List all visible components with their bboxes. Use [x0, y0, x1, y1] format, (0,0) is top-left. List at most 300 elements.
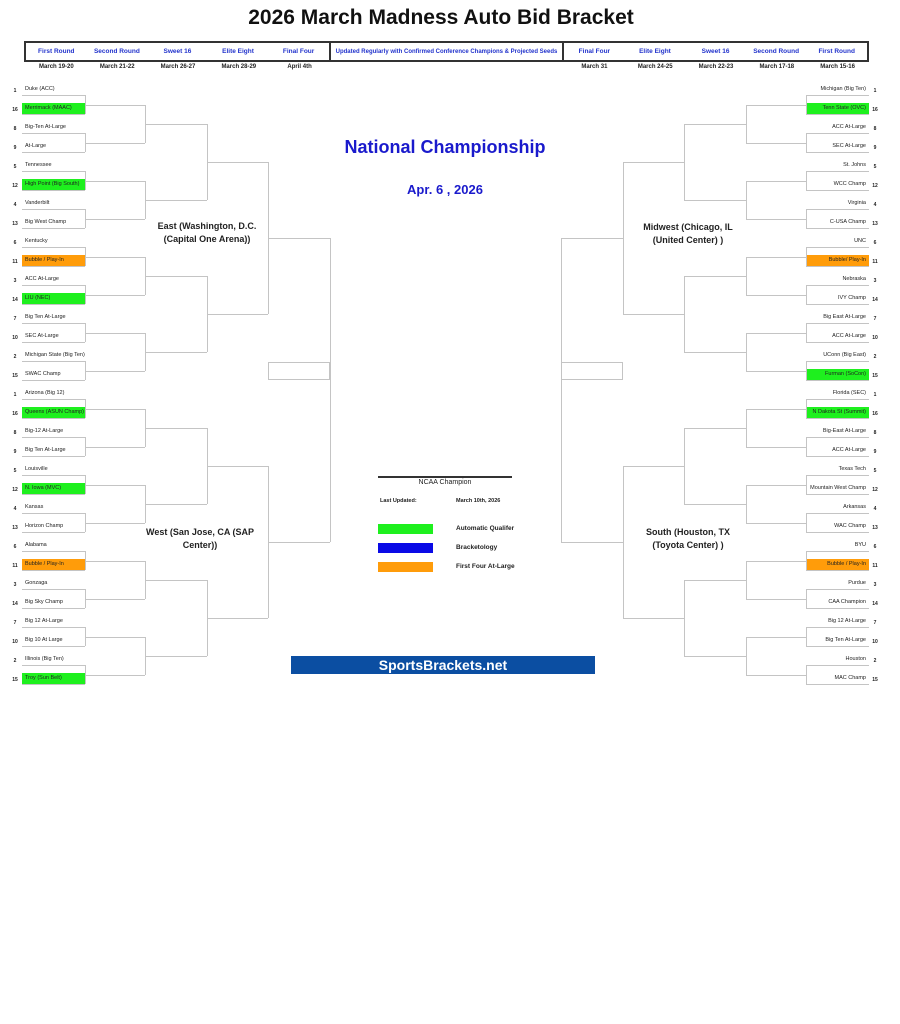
team-slot[interactable]: Big-Ten At-Large	[25, 124, 66, 130]
bracket-line	[746, 637, 806, 638]
seed-number: 1	[873, 392, 877, 398]
team-slot-line	[806, 247, 869, 248]
bracket-line	[806, 95, 807, 114]
team-slot[interactable]: ACC At-Large	[832, 447, 866, 453]
round-date: March 31	[581, 64, 608, 70]
seed-number: 6	[873, 240, 877, 246]
bracket-line	[746, 485, 747, 523]
team-slot[interactable]: Gonzaga	[25, 580, 48, 586]
seed-number: 15	[12, 677, 18, 683]
header-right-round: Second Round	[753, 48, 800, 55]
bracket-line	[207, 466, 268, 467]
seed-number: 2	[13, 354, 17, 360]
bracket-line	[85, 561, 145, 562]
bracket-line	[145, 504, 207, 505]
bracket-line	[806, 171, 807, 190]
region-label-east	[137, 220, 277, 246]
region-venue: (Toyota Center) )	[652, 540, 724, 550]
team-slot-line	[806, 361, 869, 362]
region-venue: (United Center) )	[652, 235, 724, 245]
bracket-line	[623, 618, 684, 619]
team-slot-line	[22, 171, 85, 172]
seed-number: 15	[872, 677, 878, 683]
bracket-line	[684, 352, 746, 353]
round-date: March 21-22	[99, 64, 135, 70]
bracket-line	[806, 665, 807, 684]
team-slot[interactable]: Alabama	[25, 542, 47, 548]
bracket-line	[684, 124, 746, 125]
team-slot[interactable]: Texas Tech	[838, 466, 866, 472]
round-date: March 19-20	[39, 64, 74, 70]
bracket-line	[806, 285, 807, 304]
champion-slot[interactable]	[378, 476, 512, 478]
seed-number: 12	[12, 487, 18, 493]
seed-number: 7	[13, 316, 17, 322]
bracket-line	[746, 675, 806, 676]
team-slot[interactable]: LIU (NEC)	[22, 293, 85, 304]
team-slot-line	[22, 551, 85, 552]
seed-number: 6	[13, 544, 17, 550]
bracket-line	[806, 133, 807, 152]
team-slot-line	[806, 437, 869, 438]
team-slot-line	[22, 304, 85, 305]
team-slot-line	[22, 437, 85, 438]
team-slot[interactable]: UConn (Big East)	[823, 352, 866, 358]
bracket-line	[684, 580, 685, 656]
team-slot[interactable]: Troy (Sun Belt)	[22, 673, 85, 684]
team-slot-line	[806, 418, 869, 419]
team-slot[interactable]: Big-East At-Large	[822, 428, 866, 434]
bracket-line	[561, 542, 623, 543]
team-slot[interactable]: Bubble / Play-In	[22, 255, 85, 266]
bracket-line	[746, 257, 747, 295]
bracket-line	[746, 561, 806, 562]
team-slot-line	[806, 646, 869, 647]
team-slot-line	[806, 475, 869, 476]
bracket-line	[806, 247, 807, 266]
team-slot[interactable]: C-USA Champ	[829, 219, 866, 225]
team-slot[interactable]: Tenn State (OVC)	[806, 103, 869, 114]
round-date: March 24-25	[637, 64, 673, 70]
round-header-bar	[24, 41, 869, 62]
region-name: East (Washington, D.C.	[157, 221, 257, 231]
team-slot[interactable]: Big Ten At-Large	[825, 637, 866, 643]
region-label-west	[130, 526, 270, 552]
team-slot[interactable]: Bubble/ Play-In	[806, 255, 869, 266]
bracket-line	[623, 162, 684, 163]
team-slot-line	[22, 589, 85, 590]
header-right-round: First Round	[818, 48, 855, 55]
seed-number: 4	[873, 506, 877, 512]
seed-number: 3	[873, 582, 877, 588]
seed-number: 4	[13, 202, 17, 208]
bracket-line	[684, 428, 685, 504]
team-slot-line	[22, 209, 85, 210]
team-slot[interactable]: Arkansas	[843, 504, 866, 510]
region-venue: (Capital One Arena))	[163, 234, 251, 244]
team-slot[interactable]: ACC At-Large	[25, 276, 59, 282]
region-venue: Center))	[182, 540, 218, 550]
team-slot-line	[22, 133, 85, 134]
team-slot[interactable]: Big West Champ	[25, 219, 67, 225]
team-slot[interactable]: Queens (ASUN Champ)	[22, 407, 85, 418]
seed-number: 14	[872, 601, 878, 607]
bracket-line	[85, 219, 145, 220]
bracket-line	[746, 181, 806, 182]
bracket-line	[746, 599, 806, 600]
seed-number: 13	[12, 525, 18, 531]
team-slot[interactable]: Florida (SEC)	[832, 390, 866, 396]
bracket-line	[85, 409, 145, 410]
team-slot[interactable]: Bubble / Play-In	[806, 559, 869, 570]
bracket-line	[806, 513, 807, 532]
left-final-four-slot[interactable]	[268, 362, 330, 380]
team-slot[interactable]: SEC At-Large	[832, 143, 866, 149]
bracket-line	[746, 523, 806, 524]
team-slot[interactable]: Big 10 At Large	[25, 637, 63, 643]
bracket-line	[684, 200, 746, 201]
bracket-line	[145, 580, 207, 581]
bracket-line	[623, 314, 684, 315]
seed-number: 12	[872, 487, 878, 493]
seed-number: 11	[12, 259, 18, 265]
team-slot-line	[806, 342, 869, 343]
team-slot-line	[806, 95, 869, 96]
bracket-line	[746, 143, 806, 144]
seed-number: 16	[12, 411, 18, 417]
bracket-line	[684, 428, 746, 429]
bracket-line	[85, 447, 145, 448]
region-name: South (Houston, TX	[646, 527, 730, 537]
team-slot[interactable]: Kentucky	[25, 238, 48, 244]
bracket-line	[85, 181, 145, 182]
bracket-line	[268, 542, 330, 543]
round-date: March 15-16	[820, 64, 855, 70]
bracket-line	[746, 637, 747, 675]
bracket-line	[746, 105, 747, 143]
team-slot[interactable]: High Point (Big South)	[22, 179, 85, 190]
championship-date: Apr. 6 , 2026	[407, 182, 483, 197]
bracket-line	[145, 124, 207, 125]
bracket-line	[268, 238, 330, 239]
bracket-line	[145, 200, 207, 201]
team-slot[interactable]: Big 12 At-Large	[25, 618, 63, 624]
bracket-line	[207, 618, 268, 619]
bracket-line	[85, 257, 145, 258]
header-left-round: First Round	[38, 48, 75, 55]
seed-number: 9	[873, 145, 877, 151]
team-slot-line	[22, 152, 85, 153]
team-slot-line	[806, 456, 869, 457]
legend-label: First Four At-Large	[456, 563, 515, 570]
bracket-line	[85, 105, 145, 106]
team-slot-line	[806, 190, 869, 191]
seed-number: 8	[13, 126, 17, 132]
bracket-line	[145, 428, 207, 429]
team-slot-line	[806, 608, 869, 609]
round-date: March 22-23	[698, 64, 734, 70]
team-slot[interactable]: Merrimack (MAAC)	[22, 103, 85, 114]
seed-number: 2	[873, 354, 877, 360]
team-slot-line	[806, 285, 869, 286]
team-slot[interactable]: Vanderbilt	[25, 200, 50, 206]
team-slot[interactable]: CAA Champion	[828, 599, 866, 605]
header-right-round: Elite Eight	[639, 48, 671, 55]
team-slot[interactable]: Bubble / Play-In	[22, 559, 85, 570]
seed-number: 1	[13, 392, 17, 398]
seed-number: 9	[13, 449, 17, 455]
team-slot-line	[806, 513, 869, 514]
seed-number: 12	[12, 183, 18, 189]
team-slot-line	[806, 133, 869, 134]
seed-number: 13	[872, 525, 878, 531]
final-four-line	[561, 238, 562, 542]
bracket-line	[85, 143, 145, 144]
team-slot-line	[22, 532, 85, 533]
bracket-line	[746, 333, 806, 334]
bracket-line	[806, 627, 807, 646]
last-updated-value: March 10th, 2026	[456, 498, 501, 504]
final-four-line	[330, 238, 331, 542]
team-slot[interactable]: Furman (SoCon)	[806, 369, 869, 380]
seed-number: 10	[12, 639, 18, 645]
team-slot-line	[22, 475, 85, 476]
team-slot[interactable]: MAC Champ	[834, 675, 866, 681]
team-slot[interactable]: St. Johns	[843, 162, 866, 168]
seed-number: 1	[873, 88, 877, 94]
bracket-line	[145, 352, 207, 353]
team-slot[interactable]: Mountain West Champ	[810, 485, 866, 491]
team-slot[interactable]: Tennessee	[25, 162, 52, 168]
team-slot[interactable]: Arizona (Big 12)	[25, 390, 65, 396]
seed-number: 10	[872, 639, 878, 645]
team-slot-line	[22, 114, 85, 115]
bracket-line	[684, 276, 746, 277]
team-slot[interactable]: Michigan (Big Ten)	[820, 86, 866, 92]
seed-number: 4	[873, 202, 877, 208]
team-slot[interactable]: Illinois (Big Ten)	[25, 656, 64, 662]
bracket-line	[806, 361, 807, 380]
seed-number: 16	[872, 411, 878, 417]
bracket-line	[207, 314, 268, 315]
team-slot[interactable]: Kansas	[25, 504, 44, 510]
team-slot[interactable]: Nebraska	[842, 276, 866, 282]
team-slot-line	[22, 646, 85, 647]
header-right-round: Sweet 16	[701, 48, 730, 55]
team-slot[interactable]: N Dakota St (Summit)	[806, 407, 869, 418]
seed-number: 6	[873, 544, 877, 550]
seed-number: 8	[13, 430, 17, 436]
team-slot-line	[806, 532, 869, 533]
bracket-line	[85, 675, 145, 676]
team-slot-line	[22, 342, 85, 343]
team-slot[interactable]: WCC Champ	[833, 181, 866, 187]
bracket-line	[746, 447, 806, 448]
bracket-line	[684, 580, 746, 581]
team-slot[interactable]: ACC At-Large	[832, 124, 866, 130]
team-slot[interactable]: Purdue	[848, 580, 866, 586]
team-slot[interactable]: SWAC Champ	[25, 371, 61, 377]
team-slot[interactable]: Duke (ACC)	[25, 86, 55, 92]
legend-label: Bracketology	[456, 544, 498, 551]
region-label-south	[618, 526, 758, 552]
team-slot-line	[806, 114, 869, 115]
seed-number: 9	[873, 449, 877, 455]
seed-number: 8	[873, 430, 877, 436]
seed-number: 16	[872, 107, 878, 113]
round-date: March 26-27	[160, 64, 196, 70]
seed-number: 5	[873, 164, 877, 170]
seed-number: 10	[12, 335, 18, 341]
bracket-line	[85, 333, 145, 334]
team-slot-line	[22, 380, 85, 381]
region-name: West (San Jose, CA (SAP	[145, 527, 255, 537]
bracket-line	[806, 437, 807, 456]
right-round-dates	[564, 64, 868, 70]
sportsbrackets-banner[interactable]: SportsBrackets.net	[291, 656, 595, 674]
seed-number: 3	[13, 582, 17, 588]
bracket-line	[684, 504, 746, 505]
left-rounds	[26, 43, 329, 60]
team-slot[interactable]: N. Iowa (MVC)	[22, 483, 85, 494]
seed-number: 14	[12, 601, 18, 607]
team-slot[interactable]: BYU	[854, 542, 866, 548]
team-slot-line	[22, 627, 85, 628]
team-slot-line	[806, 266, 869, 267]
team-slot-line	[22, 494, 85, 495]
team-slot-line	[806, 570, 869, 571]
team-slot-line	[22, 418, 85, 419]
bracket-line	[746, 371, 806, 372]
team-slot-line	[22, 285, 85, 286]
team-slot[interactable]: At-Large	[25, 143, 47, 149]
team-slot-line	[22, 684, 85, 685]
team-slot-line	[806, 589, 869, 590]
team-slot[interactable]: Big Ten At-Large	[25, 447, 66, 453]
bracket-line	[746, 333, 747, 371]
seed-number: 3	[873, 278, 877, 284]
bracket-line	[684, 124, 685, 200]
seed-number: 7	[873, 316, 877, 322]
bracket-line	[806, 589, 807, 608]
team-slot[interactable]: Big-12 At-Large	[25, 428, 64, 434]
team-slot[interactable]: IVY Champ	[837, 295, 866, 301]
team-slot-line	[806, 627, 869, 628]
header-left-round: Final Four	[282, 48, 315, 55]
bracket-line	[806, 551, 807, 570]
seed-number: 12	[872, 183, 878, 189]
bracket-line	[145, 276, 207, 277]
region-label-midwest	[618, 221, 758, 247]
bracket-line	[746, 181, 747, 219]
bracket-line	[746, 409, 806, 410]
bracket-line	[746, 105, 806, 106]
header-right-round: Final Four	[578, 48, 611, 55]
team-slot-line	[806, 323, 869, 324]
team-slot-line	[22, 266, 85, 267]
team-slot-line	[22, 361, 85, 362]
team-slot[interactable]: Virginia	[847, 200, 866, 206]
team-slot-line	[806, 209, 869, 210]
round-date: April 4th	[287, 64, 312, 70]
team-slot-line	[22, 95, 85, 96]
team-slot-line	[806, 684, 869, 685]
seed-number: 1	[13, 88, 17, 94]
bracket-line	[85, 371, 145, 372]
team-slot[interactable]: ACC At-Large	[832, 333, 866, 339]
bracket-line	[85, 523, 145, 524]
bracket-line	[806, 209, 807, 228]
team-slot[interactable]: SEC At-Large	[25, 333, 59, 339]
legend-swatch-bracketology	[378, 543, 433, 553]
team-slot-line	[806, 380, 869, 381]
seed-number: 5	[873, 468, 877, 474]
header-left-round: Sweet 16	[163, 48, 192, 55]
seed-number: 16	[12, 107, 18, 113]
legend-swatch-auto	[378, 524, 433, 534]
page-title: 2026 March Madness Auto Bid Bracket	[248, 6, 634, 29]
team-slot[interactable]: UNC	[854, 238, 866, 244]
team-slot-line	[22, 456, 85, 457]
seed-number: 11	[872, 259, 878, 265]
bracket-line	[746, 409, 747, 447]
team-slot[interactable]: Louisville	[25, 466, 48, 472]
round-date: March 17-18	[759, 64, 795, 70]
seed-number: 11	[12, 563, 18, 569]
team-slot[interactable]: WAC Champ	[834, 523, 866, 529]
seed-number: 4	[13, 506, 17, 512]
team-slot[interactable]: Big East At-Large	[823, 314, 866, 320]
team-slot[interactable]: Michigan State (Big Ten)	[25, 352, 85, 358]
team-slot[interactable]: Houston	[845, 656, 866, 662]
team-slot-line	[806, 665, 869, 666]
team-slot-line	[806, 551, 869, 552]
seed-number: 3	[13, 278, 17, 284]
team-slot-line	[806, 171, 869, 172]
team-slot[interactable]: Big Sky Champ	[25, 599, 63, 605]
legend-label: Automatic Qualifer	[456, 525, 515, 532]
team-slot[interactable]: Horizon Champ	[25, 523, 64, 529]
team-slot-line	[22, 665, 85, 666]
right-final-four-slot[interactable]	[561, 362, 623, 380]
seed-number: 6	[13, 240, 17, 246]
bracket-line	[806, 323, 807, 342]
seed-number: 5	[13, 164, 17, 170]
team-slot-line	[22, 247, 85, 248]
team-slot[interactable]: Big 12 At-Large	[828, 618, 866, 624]
team-slot-line	[22, 228, 85, 229]
seed-number: 9	[13, 145, 17, 151]
bracket-line	[145, 656, 207, 657]
seed-number: 11	[872, 563, 878, 569]
bracket-line	[85, 295, 145, 296]
national-championship-title: National Championship	[344, 137, 546, 157]
team-slot[interactable]: Big Ten At-Large	[25, 314, 66, 320]
bracket-line	[207, 162, 268, 163]
header-left-round: Second Round	[93, 48, 140, 55]
ncaa-champion-label: NCAA Champion	[418, 479, 472, 486]
last-updated-label: Last Updated:	[380, 498, 417, 504]
bracket-line	[746, 295, 806, 296]
bracket-line	[806, 399, 807, 418]
header-update-note: Updated Regularly with Confirmed Conference Champions & Projected Seeds	[329, 43, 564, 60]
team-slot-line	[22, 513, 85, 514]
seed-number: 7	[13, 620, 17, 626]
team-slot-line	[22, 399, 85, 400]
region-name: Midwest (Chicago, IL	[643, 222, 733, 232]
seed-number: 2	[873, 658, 877, 664]
seed-number: 13	[872, 221, 878, 227]
